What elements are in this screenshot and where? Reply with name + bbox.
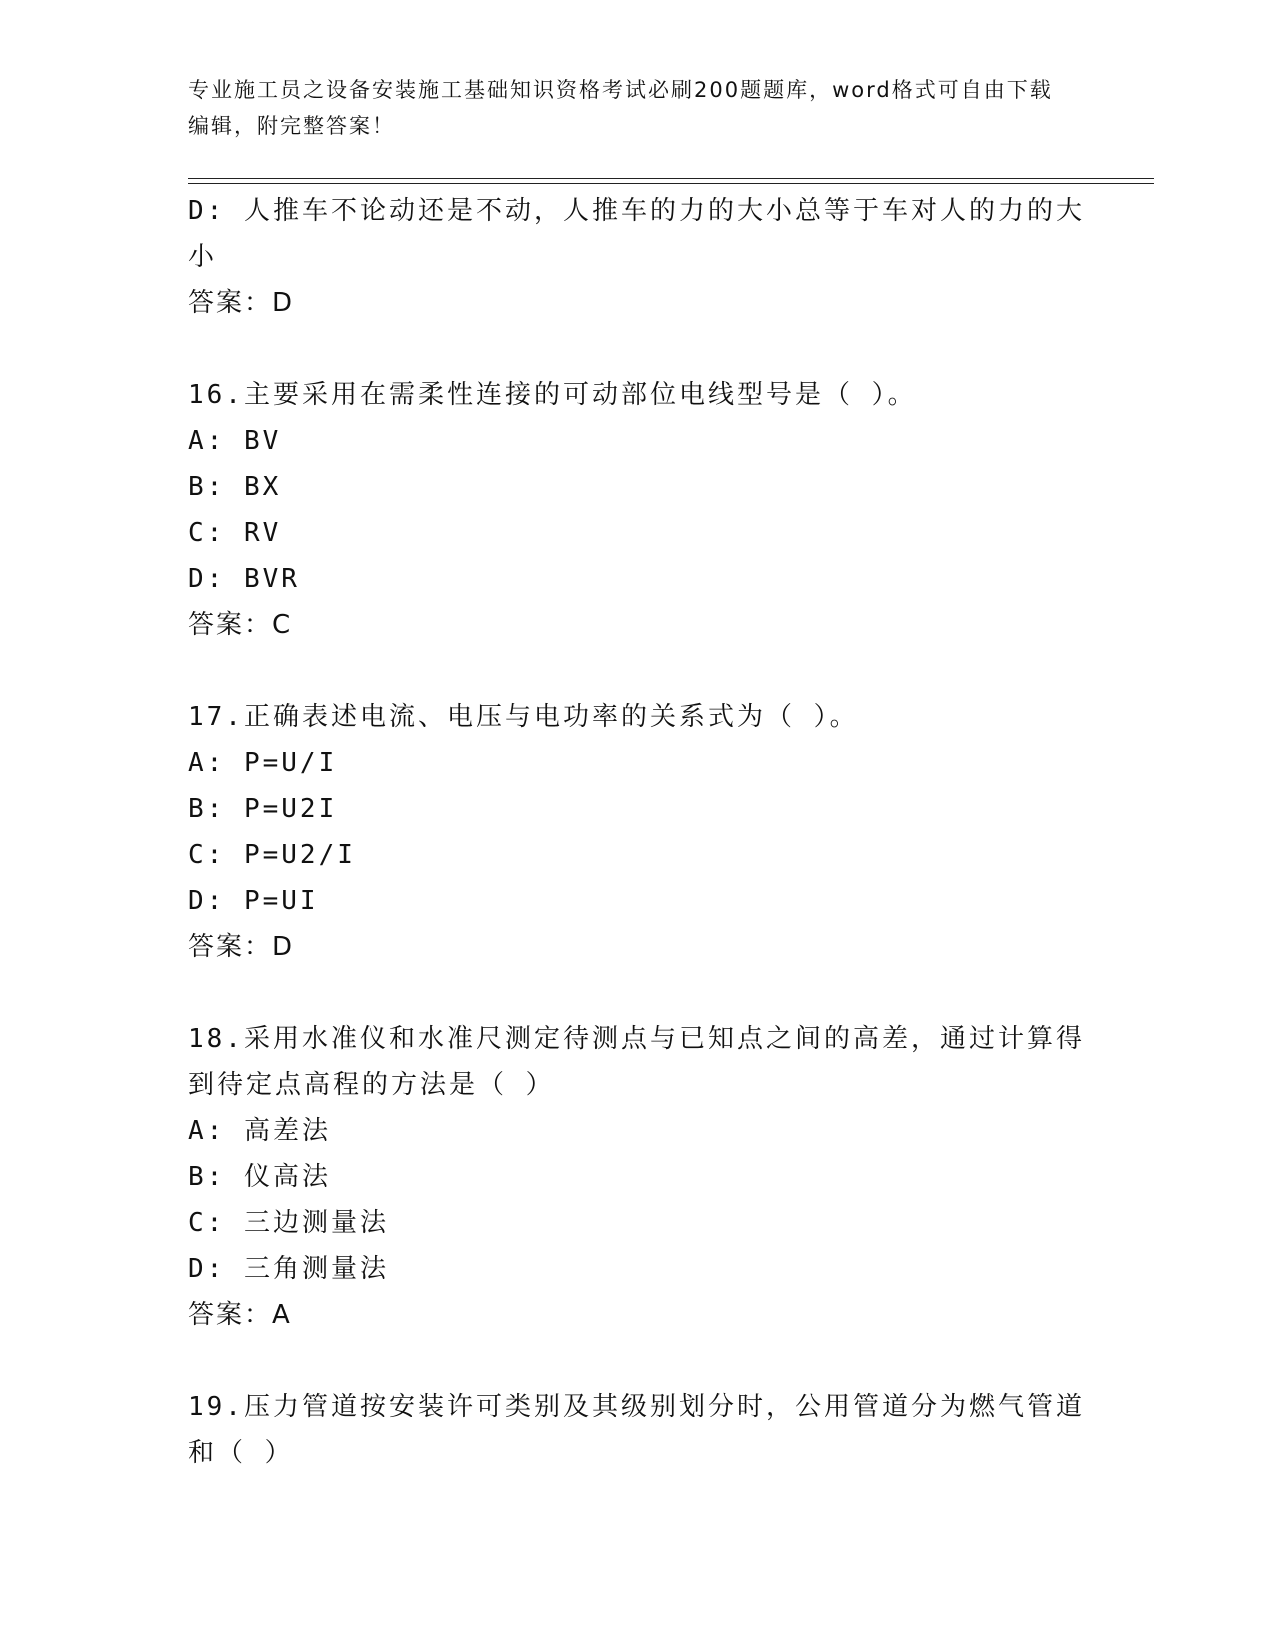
document-header: 专业施工员之设备安装施工基础知识资格考试必刷200题题库，word格式可自由下载编辑，附完整答案！ bbox=[188, 78, 1053, 138]
question-stem: 18.采用水准仪和水准尺测定待测点与已知点之间的高差，通过计算得到待定点高程的方法是（ ） bbox=[188, 1024, 1085, 1100]
question-content bbox=[188, 188, 1088, 1476]
answer: 答案：C bbox=[188, 610, 293, 640]
option-a: A: BV bbox=[188, 426, 282, 456]
answer: 答案：A bbox=[188, 1300, 292, 1330]
header-rule-bottom bbox=[188, 183, 1154, 184]
option-c: C: 三边测量法 bbox=[188, 1208, 389, 1238]
question-stem: 17.正确表述电流、电压与电功率的关系式为（ ）。 bbox=[188, 702, 859, 732]
header-rule-top bbox=[188, 178, 1154, 179]
question-16 bbox=[188, 372, 1088, 648]
question-stem: 16.主要采用在需柔性连接的可动部位电线型号是（ ）。 bbox=[188, 380, 917, 410]
option-c: C: P=U2/I bbox=[188, 840, 356, 870]
option-d-continued: D: 人推车不论动还是不动，人推车的力的大小总等于车对人的力的大小 bbox=[188, 196, 1085, 272]
question-17 bbox=[188, 694, 1088, 970]
answer-15: 答案：D bbox=[188, 288, 295, 318]
option-b: B: 仪高法 bbox=[188, 1162, 331, 1192]
question-19 bbox=[188, 1384, 1088, 1476]
option-b: B: P=U2I bbox=[188, 794, 338, 824]
question-stem: 19.压力管道按安装许可类别及其级别划分时，公用管道分为燃气管道和（ ） bbox=[188, 1392, 1085, 1468]
option-b: B: BX bbox=[188, 472, 282, 502]
option-d: D: 三角测量法 bbox=[188, 1254, 389, 1284]
answer: 答案：D bbox=[188, 932, 295, 962]
question-18 bbox=[188, 1016, 1088, 1338]
option-d: D: P=UI bbox=[188, 886, 319, 916]
option-c: C: RV bbox=[188, 518, 282, 548]
option-d: D: BVR bbox=[188, 564, 300, 594]
option-a: A: P=U/I bbox=[188, 748, 338, 778]
option-a: A: 高差法 bbox=[188, 1116, 331, 1146]
